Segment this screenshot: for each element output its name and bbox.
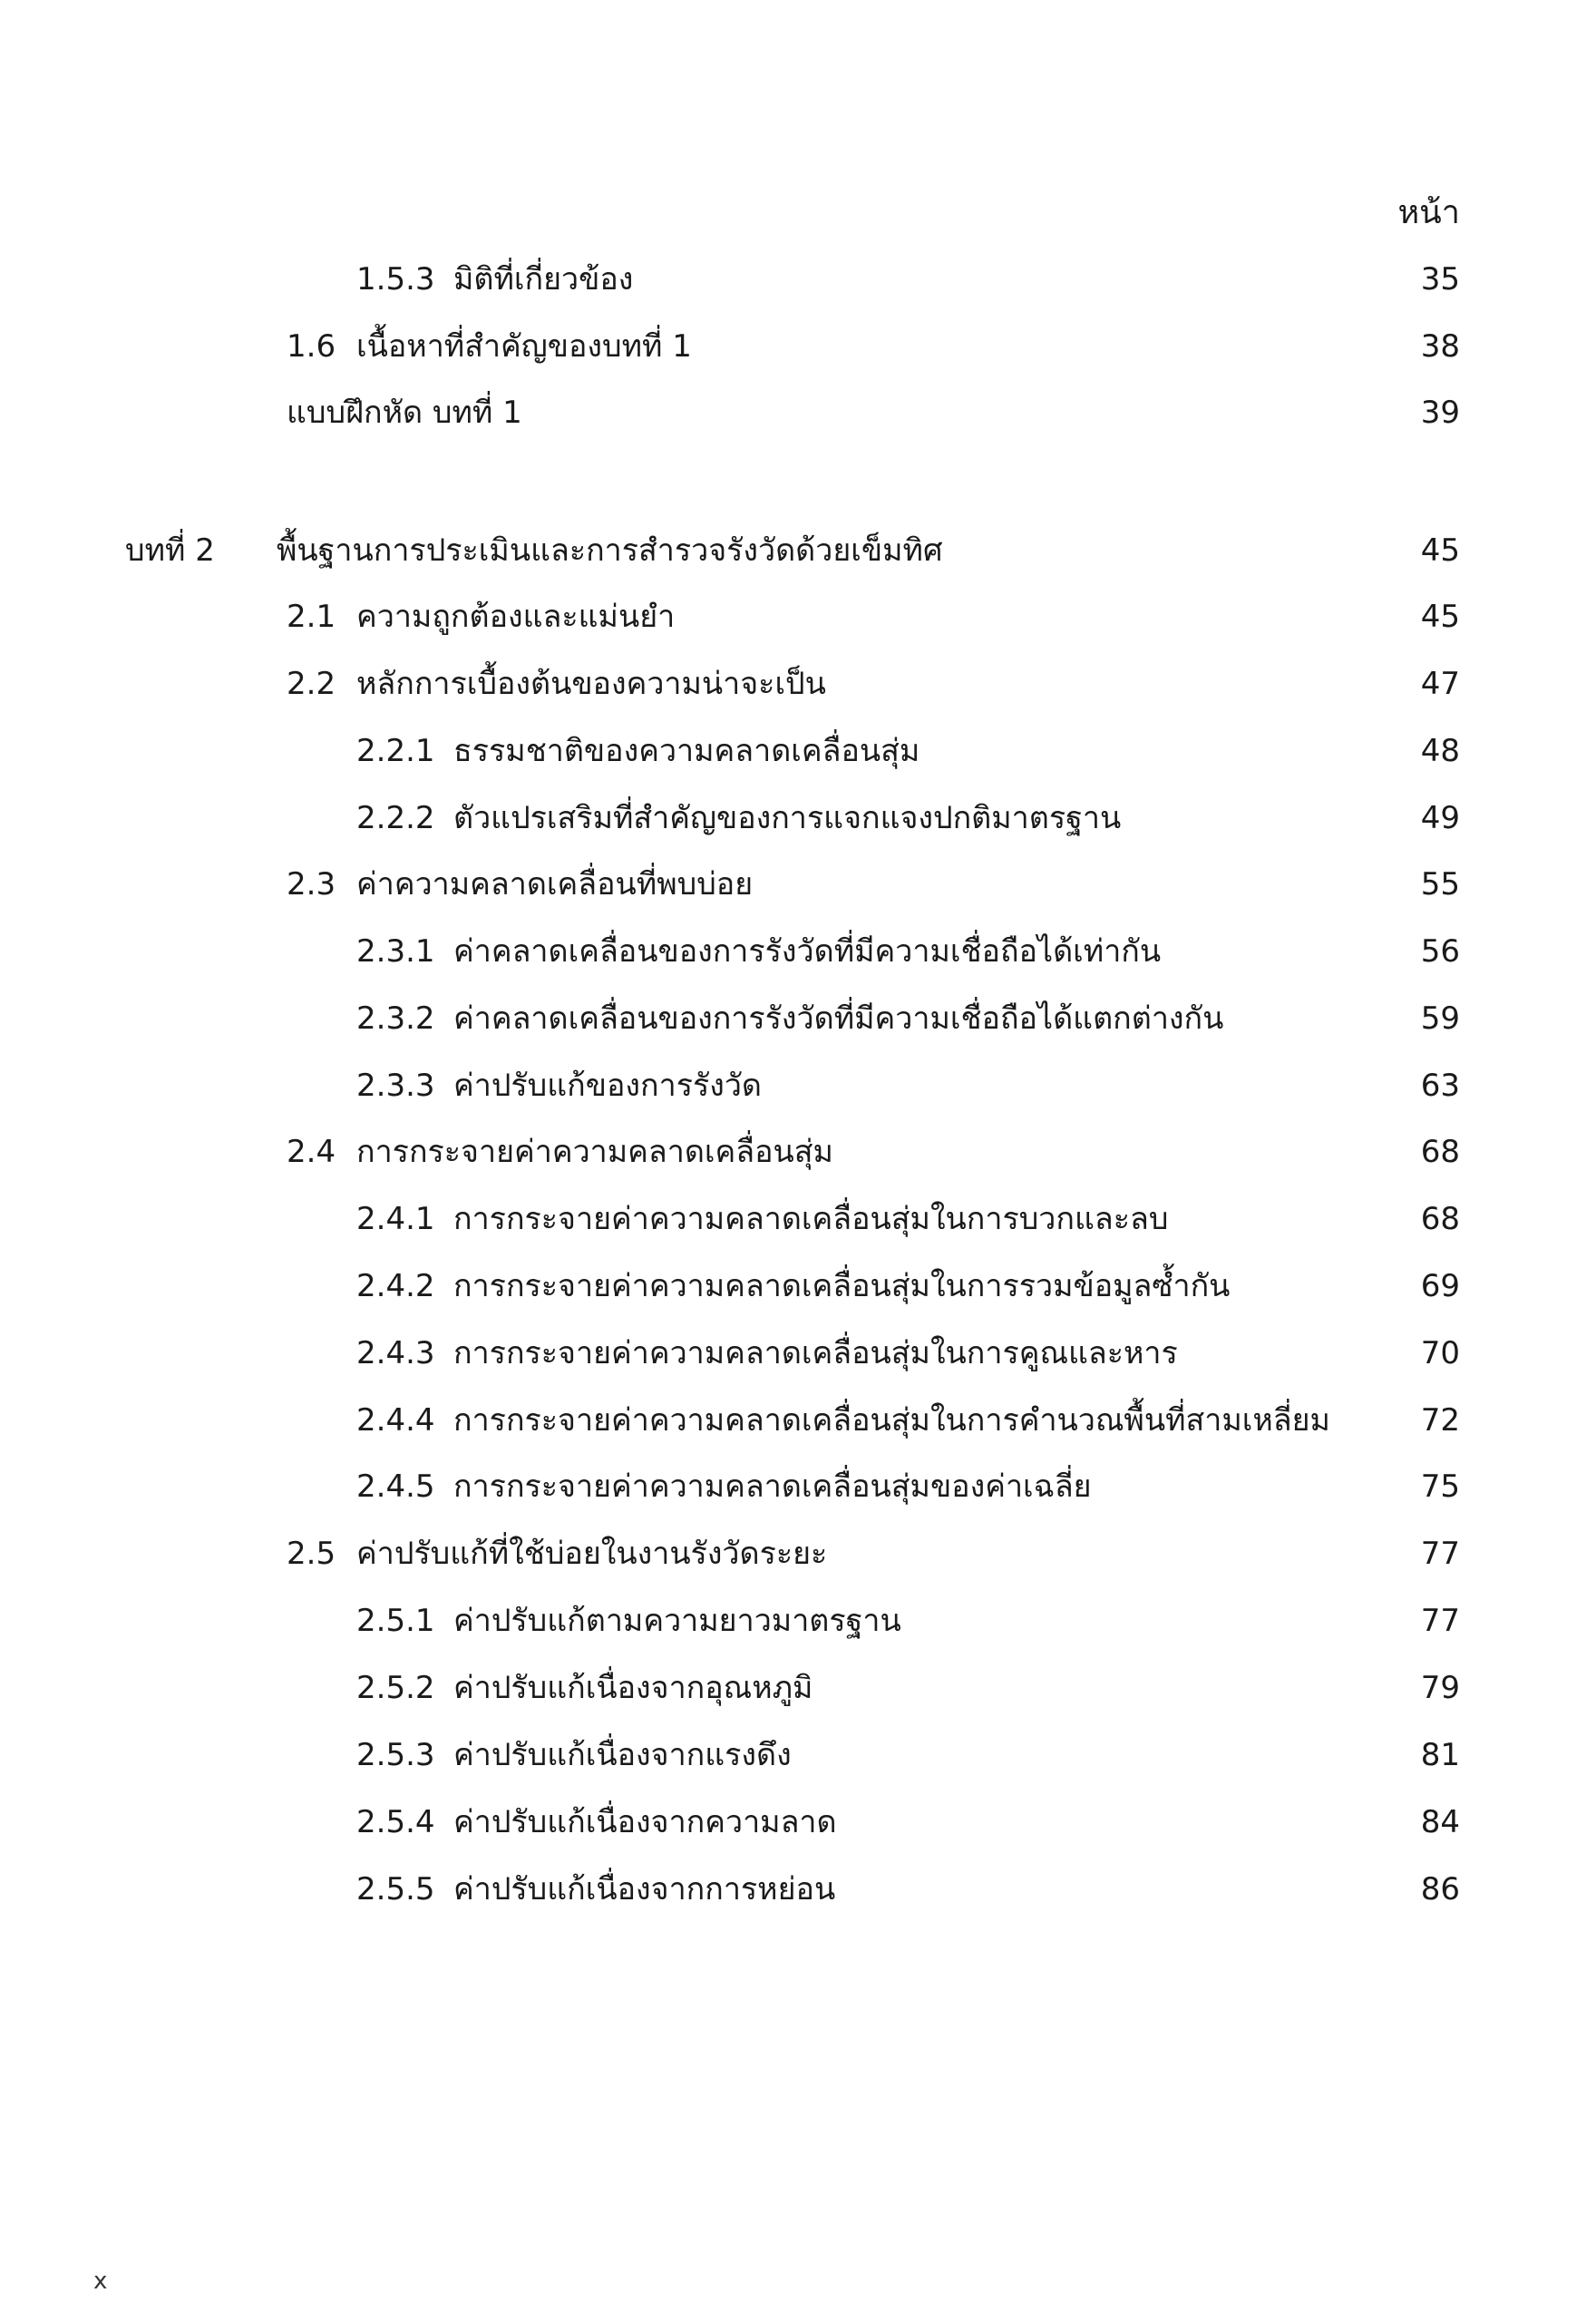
section-title: ค่าความคลาดเคลื่อนที่พบบ่อย — [356, 866, 754, 902]
section-number: 2.5.3 — [356, 1737, 435, 1773]
toc-entry-row — [0, 252, 1596, 307]
section-title: เนื้อหาที่สำคัญของบทที่ 1 — [356, 328, 692, 365]
section-title: พื้นฐานการประเมินและการสำรวจรังวัดด้วยเข็มทิศ — [277, 532, 943, 569]
section-number: 2.1 — [287, 599, 336, 635]
toc-entry-row — [0, 857, 1596, 912]
toc-entry-row — [0, 1661, 1596, 1715]
section-number: 1.6 — [287, 328, 336, 365]
page-number: 56 — [1420, 933, 1460, 970]
toc-entry-row — [0, 1259, 1596, 1313]
page-number: 70 — [1420, 1335, 1460, 1371]
section-number: 2.4.1 — [356, 1201, 435, 1237]
toc-entry-row — [0, 991, 1596, 1046]
section-title: ค่าปรับแก้ของการรังวัด — [453, 1068, 762, 1104]
page-number: 72 — [1420, 1402, 1460, 1439]
section-title: ค่าปรับแก้เนื่องจากการหย่อน — [453, 1871, 836, 1907]
section-number: 2.5.5 — [356, 1871, 435, 1907]
section-number: 2.4.3 — [356, 1335, 435, 1371]
section-number: 2.2.1 — [356, 733, 435, 769]
page-number: 48 — [1420, 733, 1460, 769]
section-number: 2.3.2 — [356, 1000, 435, 1037]
section-title: ค่าปรับแก้เนื่องจากความลาด — [453, 1804, 837, 1840]
section-title: ค่าคลาดเคลื่อนของการรังวัดที่มีความเชื่อถือได้เท่ากัน — [453, 933, 1162, 970]
section-number: 1.5.3 — [356, 261, 435, 298]
section-title: ธรรมชาติของความคลาดเคลื่อนสุ่ม — [453, 733, 920, 769]
section-title: ค่าปรับแก้ที่ใช้บ่อยในงานรังวัดระยะ — [356, 1536, 828, 1572]
section-title: การกระจายค่าความคลาดเคลื่อนสุ่มในการคูณและหาร — [453, 1335, 1178, 1371]
section-number: 2.2.2 — [356, 800, 435, 836]
page-number: 86 — [1420, 1871, 1460, 1907]
section-title: ค่าคลาดเคลื่อนของการรังวัดที่มีความเชื่อถือได้แตกต่างกัน — [453, 1000, 1224, 1037]
section-title: การกระจายค่าความคลาดเคลื่อนสุ่ม — [356, 1134, 833, 1170]
section-title: ความถูกต้องและแม่นยำ — [356, 599, 676, 635]
toc-entry-row — [0, 590, 1596, 644]
page-number: 77 — [1420, 1603, 1460, 1639]
section-title: ค่าปรับแก้เนื่องจากอุณหภูมิ — [453, 1670, 813, 1706]
page-number: 49 — [1420, 800, 1460, 836]
toc-entry-row — [0, 1192, 1596, 1246]
section-title: มิติที่เกี่ยวข้อง — [453, 261, 634, 298]
toc-entry-row — [0, 385, 1596, 440]
section-title: หลักการเบื้องต้นของความน่าจะเป็น — [356, 666, 826, 702]
section-title: แบบฝึกหัด บทที่ 1 — [287, 395, 522, 431]
page-number: 45 — [1420, 532, 1460, 569]
section-number: 2.4.4 — [356, 1402, 435, 1439]
section-title: ตัวแปรเสริมที่สำคัญของการแจกแจงปกติมาตรฐาน — [453, 800, 1122, 836]
section-title: การกระจายค่าความคลาดเคลื่อนสุ่มในการคำนวณพื้นที่สามเหลี่ยม — [453, 1402, 1330, 1439]
toc-entry-row — [0, 1728, 1596, 1782]
toc-entry-row — [0, 1059, 1596, 1113]
page-number: 79 — [1420, 1670, 1460, 1706]
section-number: 2.5 — [287, 1536, 336, 1572]
page-number: 75 — [1420, 1468, 1460, 1505]
toc-entry-row — [0, 924, 1596, 979]
section-number: 2.5.1 — [356, 1603, 435, 1639]
section-title: การกระจายค่าความคลาดเคลื่อนสุ่มในการบวกและลบ — [453, 1201, 1169, 1237]
page-number: 68 — [1420, 1134, 1460, 1170]
page-number: 39 — [1420, 395, 1460, 431]
page-column-label: หน้า — [1397, 194, 1460, 231]
toc-entry-row — [0, 1125, 1596, 1179]
toc-entry-row — [0, 657, 1596, 711]
section-number: 2.5.4 — [356, 1804, 435, 1840]
chapter-label: บทที่ 2 — [125, 532, 215, 569]
toc-entry-row — [0, 1393, 1596, 1448]
page-number: 84 — [1420, 1804, 1460, 1840]
section-number: 2.4.5 — [356, 1468, 435, 1505]
page-number: 45 — [1420, 599, 1460, 635]
section-number: 2.3.1 — [356, 933, 435, 970]
section-title: ค่าปรับแก้เนื่องจากแรงดึง — [453, 1737, 792, 1773]
page-number: 38 — [1420, 328, 1460, 365]
page-number: 59 — [1420, 1000, 1460, 1037]
page-number: 68 — [1420, 1201, 1460, 1237]
toc-entry-row — [0, 1594, 1596, 1648]
section-number: 2.4 — [287, 1134, 336, 1170]
toc-entry-row — [0, 1527, 1596, 1581]
page-number-footer: x — [93, 2268, 108, 2295]
section-number: 2.5.2 — [356, 1670, 435, 1706]
page-number: 77 — [1420, 1536, 1460, 1572]
page-number: 63 — [1420, 1068, 1460, 1104]
page-number: 69 — [1420, 1268, 1460, 1304]
section-number: 2.4.2 — [356, 1268, 435, 1304]
toc-entry-row — [0, 1795, 1596, 1849]
toc-entry-row — [0, 1326, 1596, 1381]
section-number: 2.3 — [287, 866, 336, 902]
toc-entry-row — [0, 724, 1596, 778]
section-title: ค่าปรับแก้ตามความยาวมาตรฐาน — [453, 1603, 901, 1639]
page-number: 35 — [1420, 261, 1460, 298]
page-number: 47 — [1420, 666, 1460, 702]
toc-chapter-row — [0, 523, 1596, 578]
section-title: การกระจายค่าความคลาดเคลื่อนสุ่มของค่าเฉลี่ย — [453, 1468, 1092, 1505]
section-title: การกระจายค่าความคลาดเคลื่อนสุ่มในการรวมข้อมูลซ้ำกัน — [453, 1268, 1231, 1304]
toc-entry-row — [0, 791, 1596, 845]
section-number: 2.3.3 — [356, 1068, 435, 1104]
section-number: 2.2 — [287, 666, 336, 702]
toc-entry-row — [0, 319, 1596, 374]
toc-entry-row — [0, 1862, 1596, 1917]
toc-entry-row — [0, 1459, 1596, 1514]
page-number: 55 — [1420, 866, 1460, 902]
page-number: 81 — [1420, 1737, 1460, 1773]
